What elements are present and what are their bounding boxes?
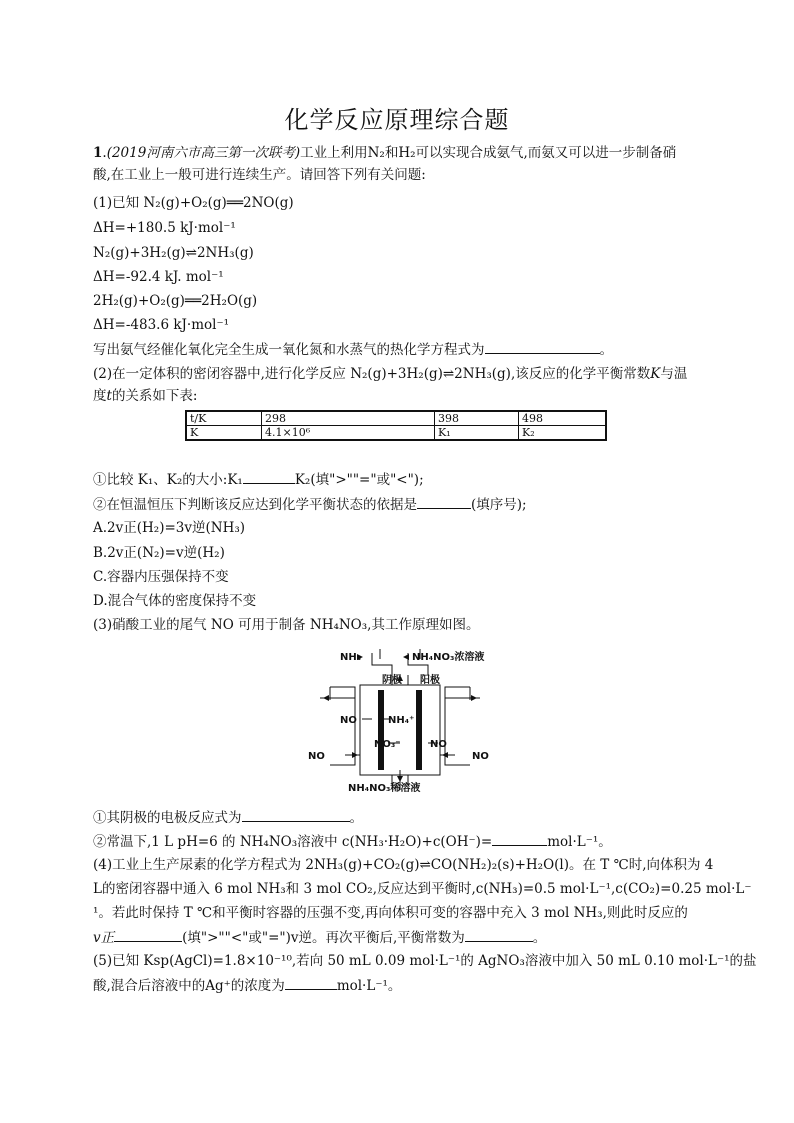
no-inlet-left-label: NO <box>308 751 325 762</box>
eq-3: 2H₂(g)+O₂(g)══2H₂O(g) <box>93 293 258 309</box>
part5-line-1: (5)已知 Ksp(AgCl)=1.8×10⁻¹⁰,若向 50 mL 0.09 mol·L⁻¹的 AgNO₃溶液中加入 50 mL 0.10 mol·L⁻¹的盐 <box>93 953 757 969</box>
question-source: (2019河南六市高三第一次联考) <box>106 145 301 161</box>
option-a: A.2v正(H₂)=3v逆(NH₃) <box>93 520 246 536</box>
equilibrium-constant-table <box>185 410 607 441</box>
answer-blank[interactable] <box>242 808 350 822</box>
part3-sub-a: ①其阴极的电极反应式为 。 <box>93 810 363 826</box>
answer-blank[interactable] <box>417 495 471 509</box>
table-row <box>186 411 606 426</box>
part1-question: 写出氨气经催化氧化完全生成一氧化氮和水蒸气的热化学方程式为 。 <box>93 342 613 358</box>
part4-line-2: L的密闭容器中通入 6 mol NH₃和 3 mol CO₂,反应达到平衡时,c(NH₃)=0.5 mol·L⁻¹,c(CO₂)=0.25 mol·L⁻ <box>93 881 752 897</box>
part4-line-1: (4)工业上生产尿素的化学方程式为 2NH₃(g)+CO₂(g)⇌CO(NH₂)₂(s)+H₂O(l)。在 T ℃时,向体积为 4 <box>93 857 714 873</box>
answer-blank[interactable] <box>492 832 547 846</box>
part2-line-2: 度t的关系如下表: <box>93 388 198 404</box>
page-title: 化学反应原理综合题 <box>284 106 510 134</box>
option-d: D.混合气体的密度保持不变 <box>93 593 257 609</box>
answer-blank[interactable] <box>114 928 182 942</box>
question-intro-line-1: 1.(2019河南六市高三第一次联考)工业上利用N₂和H₂可以实现合成氨气,而氨又可以进一步制备硝 <box>93 145 677 161</box>
pipe <box>372 653 392 675</box>
no-left-label: NO <box>340 715 357 726</box>
anode-label: 阳极 <box>420 675 440 686</box>
enthalpy-3: ΔH=-483.6 kJ·mol⁻¹ <box>93 317 230 333</box>
table-cell: K <box>186 426 262 441</box>
answer-blank[interactable] <box>243 470 295 484</box>
part4-line-4: v正 (填">""<"或"=")v逆。再次平衡后,平衡常数为 。 <box>93 930 547 946</box>
table-cell: 498 <box>519 411 607 426</box>
nh4-ion-label: NH₄⁺ <box>388 715 415 726</box>
no-inlet-right-label: NO <box>472 751 489 762</box>
table-row <box>186 426 606 441</box>
table-cell: K₁ <box>435 426 519 441</box>
answer-blank[interactable] <box>485 340 600 354</box>
dilute-solution-label: NH₄NO₃稀溶液 <box>348 783 421 794</box>
electrolysis-diagram <box>300 645 500 795</box>
table-cell: 4.1×10⁶ <box>262 426 435 441</box>
option-c: C.容器内压强保持不变 <box>93 569 229 585</box>
part2-line-1: (2)在一定体积的密闭容器中,进行化学反应 N₂(g)+3H₂(g)⇌2NH₃(g),该反应的化学平衡常数K与温 <box>93 366 688 382</box>
nh3-label: NH₃ <box>340 652 362 663</box>
table-cell: t/K <box>186 411 262 426</box>
enthalpy-2: ΔH=-92.4 kJ. mol⁻¹ <box>93 269 224 285</box>
enthalpy-1: ΔH=+180.5 kJ·mol⁻¹ <box>93 220 236 236</box>
intro-text: 工业上利用N₂和H₂可以实现合成氨气,而氨又可以进一步制备硝 <box>300 145 677 161</box>
answer-blank[interactable] <box>285 976 337 990</box>
table-cell: K₂ <box>519 426 607 441</box>
no3-ion-label: NO₃⁻ <box>374 739 401 750</box>
table-cell: 398 <box>435 411 519 426</box>
part2-sub-a: ①比较 K₁、K₂的大小:K₁ K₂(填">""="或"<"); <box>93 472 424 488</box>
part3-intro: (3)硝酸工业的尾气 NO 可用于制备 NH₄NO₃,其工作原理如图。 <box>93 617 480 633</box>
question-number: 1 <box>93 145 103 161</box>
answer-blank[interactable] <box>465 928 533 942</box>
part4-line-3: ¹。若此时保持 T ℃和平衡时容器的压强不变,再向体积可变的容器中充入 3 mol NH₃,则此时反应的 <box>93 905 688 921</box>
cathode-electrode <box>378 690 384 770</box>
table-cell: 298 <box>262 411 435 426</box>
anode-electrode <box>416 690 422 770</box>
part5-line-2: 酸,混合后溶液中的Ag⁺的浓度为 mol·L⁻¹。 <box>93 978 402 994</box>
part3-sub-b: ②常温下,1 L pH=6 的 NH₄NO₃溶液中 c(NH₃·H₂O)+c(OH⁻)= mol·L⁻¹。 <box>93 834 612 850</box>
question-intro-line-2: 酸,在工业上一般可进行连续生产。请回答下列有关问题: <box>93 167 426 183</box>
cathode-label: 阴极 <box>382 675 402 686</box>
option-b: B.2v正(N₂)=v逆(H₂) <box>93 545 225 561</box>
part2-sub-b: ②在恒温恒压下判断该反应达到化学平衡状态的依据是 (填序号); <box>93 497 527 513</box>
no-right-label: NO <box>430 739 447 750</box>
conc-solution-label: NH₄NO₃浓溶液 <box>412 652 485 663</box>
eq-1: (1)已知 N₂(g)+O₂(g)══2NO(g) <box>93 195 294 211</box>
eq-2: N₂(g)+3H₂(g)⇌2NH₃(g) <box>93 245 254 261</box>
